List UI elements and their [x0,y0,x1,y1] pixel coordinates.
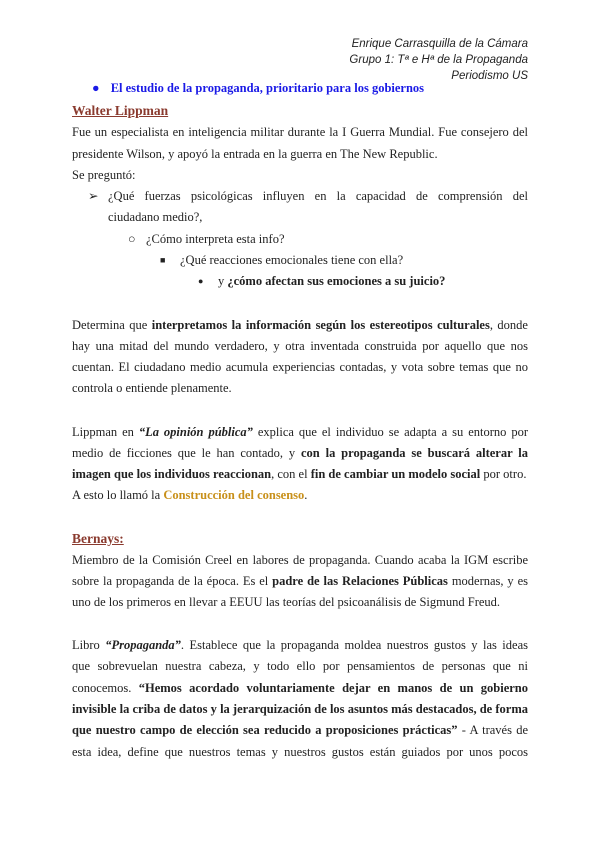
question-4-prefix: y [218,274,228,288]
bernays-p2-l3-bold: “Hemos acordado voluntariamente dejar en manos de un gobierno [138,681,529,695]
bernays-p2-l1-bold: “Propaganda” [105,638,181,652]
lippman-p2-line-3 [72,466,526,483]
lippman-p1-line-2: hay una mitad del mundo verdadero, y otra inventada construida por aquello que nos [72,339,528,353]
bernays-p2-line-2: que sobrevuelan nuestra cabeza, y todo ello por pensamientos de personas que ni [72,659,528,673]
lippman-p1-l1-bold: interpretamos la información según los estereotipos culturales [151,318,490,332]
arrow-bullet-icon: ➢ [88,189,99,203]
bernays-p2-l4-bold: invisible la criba de datos y la jerarquización de los asuntos más destacados, de forma [72,702,528,716]
dot-bullet-icon: ● [198,276,204,286]
lippman-p1-l1-pre: Determina que [72,318,152,332]
bernays-p2-l1-pre: Libro [72,638,106,652]
lippman-intro-line-2: presidente Wilson, y apoyó la entrada en la guerra en The New Republic. [72,147,438,161]
bernays-p1-l2-pre: sobre la propaganda de la época. Es el [72,574,273,588]
lippman-p2-line-2 [72,445,528,462]
lippman-p2-l3-bold: imagen que los individuos reaccionan [72,467,272,481]
lippman-p1-line-1 [72,317,528,334]
lippman-p2-line-4 [72,487,307,504]
header-course: Periodismo US [451,70,528,82]
bernays-p1-line-3: uno de los primeros en llevar a EEUU las teorías del psicoanálisis de Sigmund Freud. [72,595,501,609]
bernays-p2-line-5 [72,722,528,739]
bernays-p2-line-4 [72,701,528,718]
question-2: ¿Cómo interpreta esta info? [146,232,285,246]
construccion-consenso: Construcción del consenso [163,488,305,502]
lippman-p2-l3-bold2: fin de cambiar un modelo social [310,467,481,481]
bernays-p2-line-6: esta idea, define que nuestros temas y nuestros gustos están guiados por unos pocos [72,745,528,759]
question-1-line-2: ciudadano medio?, [108,210,203,224]
bernays-p2-l5-bold: que nuestro campo de elección sea reducido a proposiciones prácticas” [72,723,458,737]
lippman-intro-line-1: Fue un especialista en inteligencia militar durante la I Guerra Mundial. Fue consejero del [72,125,528,139]
page-header [349,36,528,84]
square-bullet-icon: ■ [160,255,166,265]
title-bullet [92,80,424,97]
title-bullet-text: El estudio de la propaganda, prioritario para los gobiernos [110,81,425,95]
bernays-p1-line-1: Miembro de la Comisión Creel en labores de propaganda. Cuando acaba la IGM escribe [72,553,528,567]
bernays-heading: Bernays: [72,531,124,546]
lippman-p2-l1-post: explica que el individuo se adapta a su entorno por [252,425,528,439]
lippman-p2-l1-pre: Lippman en [72,425,139,439]
question-3: ¿Qué reacciones emocionales tiene con ella? [180,253,404,267]
lippman-p1-line-3: cuentan. El ciudadano medio acumula experiencias contadas, y vota sobre temas que no [72,360,528,374]
lippman-heading: Walter Lippman [72,103,169,118]
bernays-p2-l3-pre: conocemos. [72,681,139,695]
lippman-p1-line-4: controla o entiende plenamente. [72,381,232,395]
lippman-p2-l4-pre: A esto lo llamó la [72,488,164,502]
lippman-p2-l3-mid: , con el [271,467,311,481]
bernays-p2-l5-post: - A través de [457,723,528,737]
bullet-dot-icon: ● [92,81,100,95]
bernays-p1-line-2 [72,573,528,590]
lippman-p1-l1-post: , donde [489,318,528,332]
circle-bullet-icon: ○ [128,232,136,246]
lippman-p2-l2-bold: con la propaganda se buscará alterar la [301,446,528,460]
question-4 [218,273,445,290]
bernays-p2-l1-post: . Establece que la propaganda moldea nuestros gustos y las ideas [180,638,528,652]
question-4-bold: ¿cómo afectan sus emociones a su juicio? [227,274,446,288]
header-author: Enrique Carrasquilla de la Cámara [351,38,528,50]
header-group: Grupo 1: Tª e Hª de la Propaganda [349,54,528,66]
question-1-line-1: ¿Qué fuerzas psicológicas influyen en la capacidad de comprensión del [108,189,528,203]
lippman-p2-line-1 [72,424,528,441]
lippman-p2-l2-pre: medio de ficciones que le han contado, y [72,446,301,460]
bernays-p2-line-1 [72,637,528,654]
bernays-p1-l2-post: modernas, y es [447,574,528,588]
bernays-p1-l2-bold: padre de las Relaciones Públicas [272,574,448,588]
lippman-p2-l4-post: . [304,488,308,502]
lippman-p2-l3-post: por otro. [480,467,527,481]
bernays-p2-line-3 [72,680,528,697]
lippman-p2-l1-bold: “La opinión pública” [138,425,253,439]
lippman-asked: Se preguntó: [72,168,136,182]
